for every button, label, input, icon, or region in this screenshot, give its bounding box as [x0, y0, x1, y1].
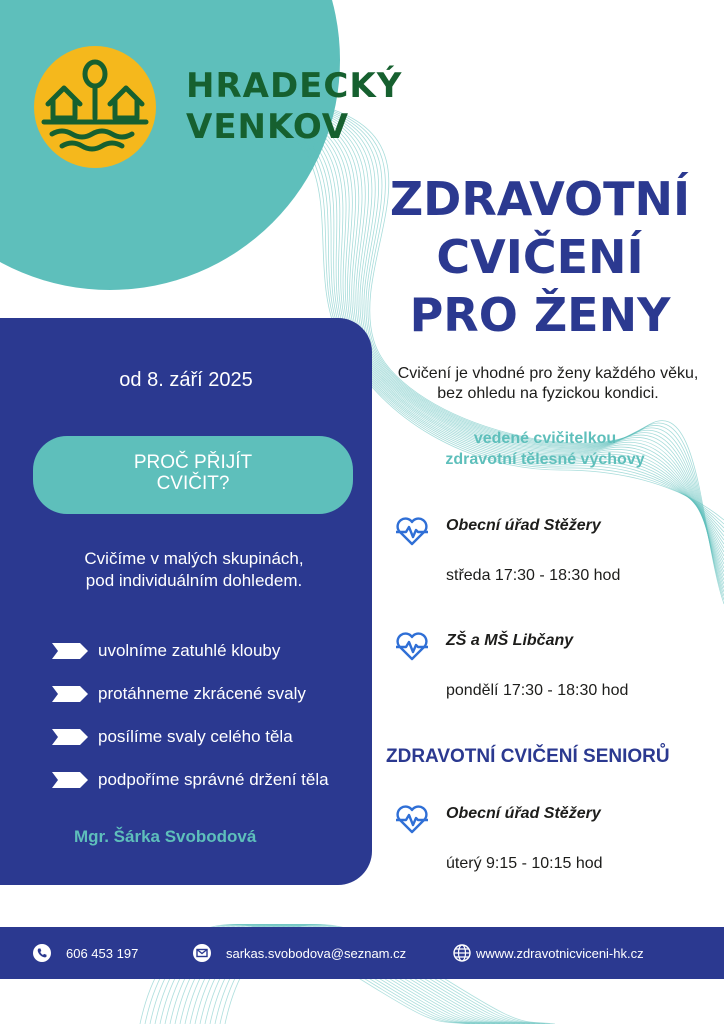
brand-line-1: HRADECKÝ [186, 66, 403, 106]
benefits-list [52, 640, 382, 812]
page-title [370, 170, 710, 344]
chevron-right-icon [52, 643, 88, 659]
desc-line-1: Cvičíme v malých skupinách, [84, 549, 304, 568]
title-line-1: ZDRAVOTNÍ [389, 172, 691, 226]
contact-email[interactable] [192, 927, 406, 979]
instructor-note-line-2: zdravotní tělesné výchovy [445, 451, 645, 468]
instructor-name: Mgr. Šárka Svobodová [74, 827, 257, 846]
globe-icon [452, 943, 472, 963]
website-url: wwww.zdravotnicviceni-hk.cz [476, 945, 644, 961]
session-place: Obecní úřad Stěžery [446, 517, 601, 534]
village-houses-tree-icon [34, 46, 156, 168]
instructor-note [390, 428, 700, 470]
heartbeat-icon [394, 516, 430, 546]
brand-name [186, 66, 402, 148]
start-date: od 8. září 2025 [119, 369, 253, 391]
seniors-heading: ZDRAVOTNÍ CVIČENÍ SENIORŮ [386, 746, 670, 767]
email-icon [192, 943, 212, 963]
intro-line-1: Cvičení je vhodné pro ženy každého věku, [397, 365, 699, 382]
list-item [52, 726, 382, 748]
session-time: středa 17:30 - 18:30 hod [446, 567, 621, 584]
benefit-text: protáhneme zkrácené svaly [98, 684, 306, 703]
heartbeat-icon [394, 804, 430, 834]
contact-phone[interactable] [32, 927, 138, 979]
phone-icon [32, 943, 52, 963]
why-line-2: CVIČIT? [156, 473, 230, 494]
info-panel [0, 318, 372, 885]
brand-line-2: VENKOV [186, 107, 350, 147]
title-line-2: CVIČENÍ [436, 230, 644, 284]
intro-text [372, 364, 724, 404]
instructor-note-line-1: vedené cvičitelkou [473, 430, 617, 447]
panel-description [0, 548, 388, 592]
chevron-right-icon [52, 686, 88, 702]
chevron-right-icon [52, 772, 88, 788]
contact-footer [0, 927, 724, 979]
list-item [52, 683, 382, 705]
why-line-1: PROČ PŘIJÍT [133, 452, 253, 473]
session-time: úterý 9:15 - 10:15 hod [446, 855, 603, 872]
benefit-text: posílíme svaly celého těla [98, 727, 293, 746]
title-line-3: PRO ŽENY [409, 288, 671, 342]
email-address: sarkas.svobodova@seznam.cz [226, 945, 407, 961]
heartbeat-icon [394, 631, 430, 661]
contact-web[interactable] [452, 927, 644, 979]
session-place: Obecní úřad Stěžery [446, 805, 601, 822]
benefit-text: podpoříme správné držení těla [98, 770, 329, 789]
chevron-right-icon [52, 729, 88, 745]
list-item [52, 640, 382, 662]
benefit-text: uvolníme zatuhlé klouby [98, 641, 281, 660]
why-attend-badge [33, 436, 353, 514]
logo [34, 46, 156, 168]
intro-line-2: bez ohledu na fyzickou kondici. [437, 385, 659, 402]
session-place: ZŠ a MŠ Libčany [446, 632, 574, 649]
session-time: pondělí 17:30 - 18:30 hod [446, 682, 629, 699]
list-item [52, 769, 382, 791]
desc-line-2: pod individuálním dohledem. [85, 571, 303, 590]
phone-number: 606 453 197 [66, 945, 139, 961]
